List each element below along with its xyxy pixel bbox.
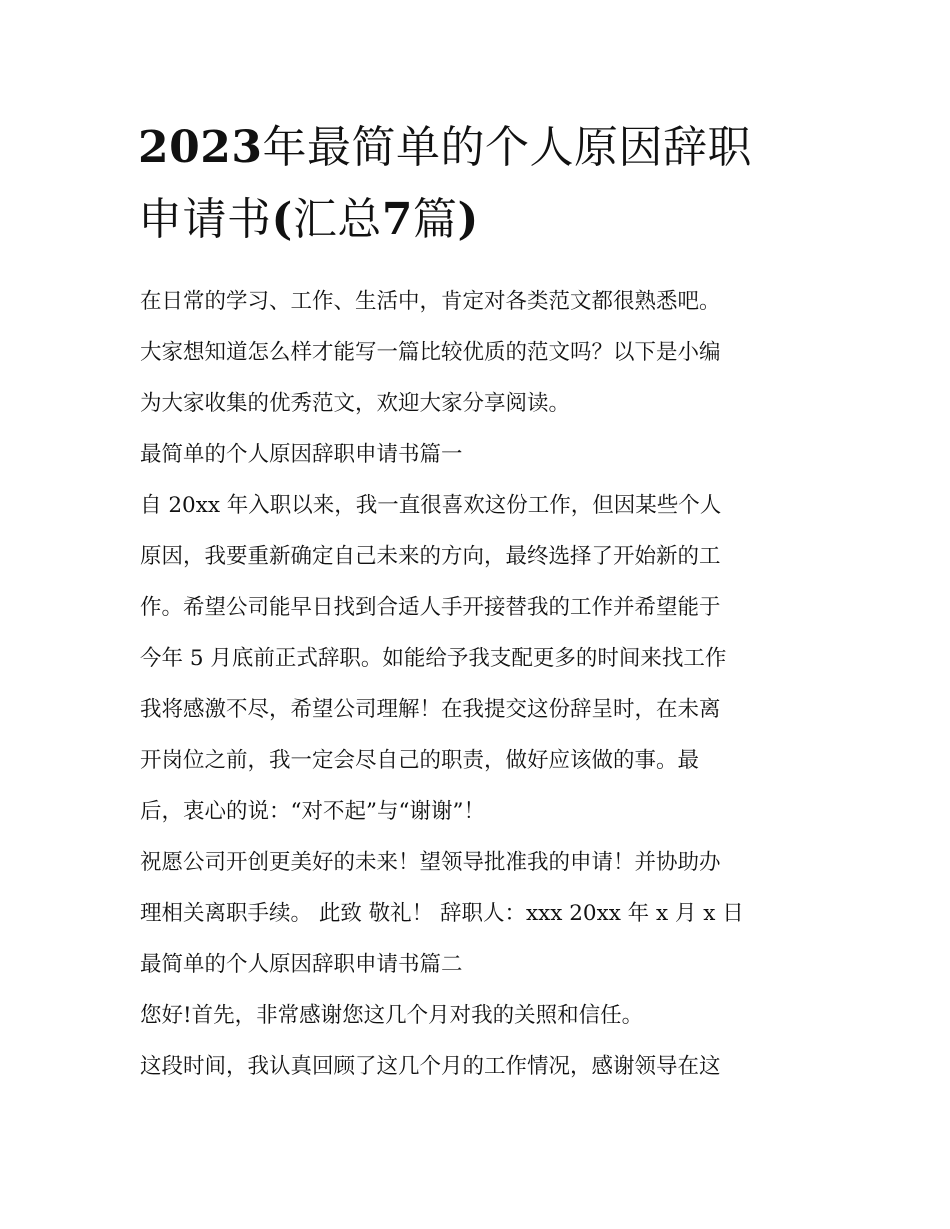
document-body [140, 276, 815, 1092]
body-line: 自 20xx 年入职以来，我一直很喜欢这份工作，但因某些个人 [140, 493, 722, 518]
intro-line: 在日常的学习、工作、生活中，肯定对各类范文都很熟悉吧。 [140, 289, 721, 314]
title-count: 7 [381, 194, 413, 245]
intro-line: 大家想知道怎么样才能写一篇比较优质的范文吗？以下是小编 [140, 340, 721, 365]
title-text-2c: 篇 [412, 194, 458, 245]
signature-line: 理相关离职手续。 此致 敬礼！ 辞职人：xxx 20xx 年 x 月 x 日 [140, 901, 744, 926]
document-title [138, 112, 818, 256]
title-line-1 [138, 112, 818, 184]
body-line: 后，衷心的说：“对不起”与“谢谢”！ [140, 799, 485, 824]
body-line: 您好!首先，非常感谢您这几个月对我的关照和信任。 [140, 1003, 644, 1028]
body-line: 原因，我要重新确定自己未来的方向，最终选择了开始新的工 [140, 544, 721, 569]
body-line: 开岗位之前，我一定会尽自己的职责，做好应该做的事。最 [140, 748, 700, 773]
intro-line: 为大家收集的优秀范文，欢迎大家分享阅读。 [140, 391, 571, 416]
title-line-2 [138, 184, 818, 256]
section-heading-1: 最简单的个人原因辞职申请书篇一 [140, 442, 463, 467]
body-line: 今年 5 月底前正式辞职。如能给予我支配更多的时间来找工作 [140, 646, 727, 671]
title-year: 2023 [138, 122, 263, 173]
body-line: 这段时间，我认真回顾了这几个月的工作情况，感谢领导在这 [140, 1054, 721, 1079]
body-line: 作。希望公司能早日找到合适人手开接替我的工作并希望能于 [140, 595, 721, 620]
body-line: 我将感激不尽，希望公司理解！在我提交这份辞呈时，在未离 [140, 697, 721, 722]
title-text-2b: 汇总 [292, 194, 382, 245]
body-line: 祝愿公司开创更美好的未来！望领导批准我的申请！并协助办 [140, 850, 721, 875]
title-paren-open: ( [271, 194, 293, 245]
title-text-2a: 申请书 [138, 194, 272, 245]
title-text-1: 年最简单的个人原因辞职 [262, 122, 752, 173]
title-paren-close: ) [457, 194, 479, 245]
section-heading-2: 最简单的个人原因辞职申请书篇二 [140, 952, 463, 977]
